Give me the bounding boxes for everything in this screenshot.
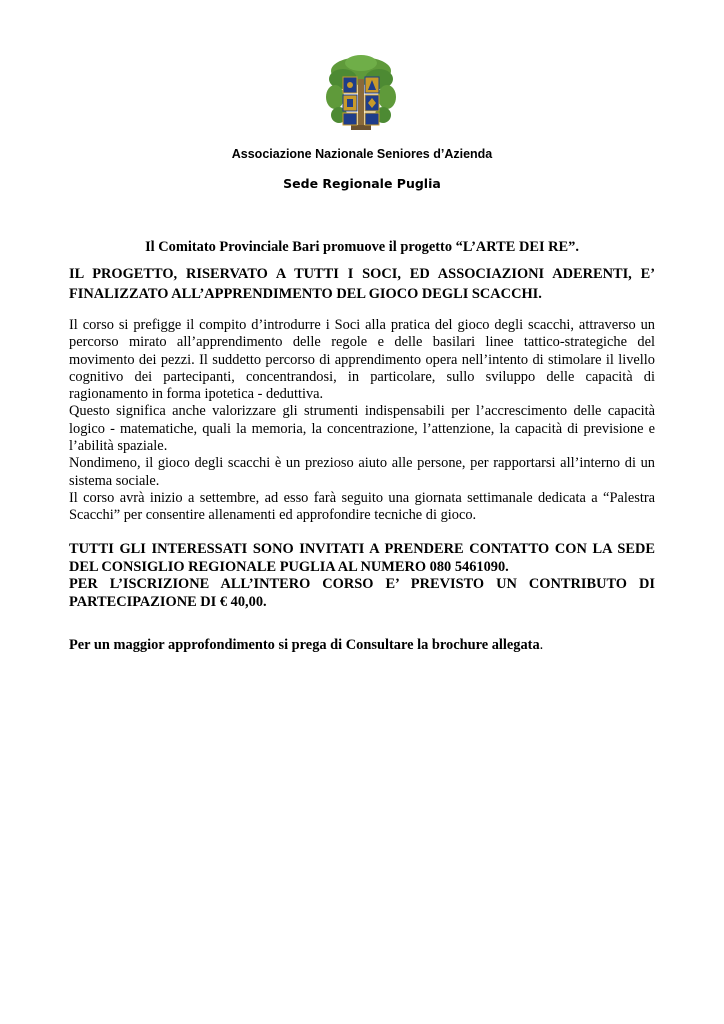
organization-name: Associazione Nazionale Seniores d’Azienda [231, 147, 493, 161]
brochure-note-text: Per un maggior approfondimento si prega di Consultare la brochure allegata [69, 637, 540, 653]
contact-notice [69, 541, 655, 611]
promotion-announcement: Il Comitato Provinciale Bari promuove il progetto “L’ARTE DEI RE”. [145, 239, 579, 255]
registration-fee: PER L’ISCRIZIONE ALL’INTERO CORSO E’ PREVISTO UN CONTRIBUTO DI PARTECIPAZIONE DI € 40,00. [69, 576, 655, 610]
contact-invitation: TUTTI GLI INTERESSATI SONO INVITATI A PRENDERE CONTATTO CON LA SEDE DEL CONSIGLIO REGIONALE PUGLIA AL NUMERO 080 5461090. [69, 541, 655, 575]
regional-office-title: Sede Regionale Puglia [283, 176, 441, 191]
description-paragraph: Il corso si prefigge il compito d’introdurre i Soci alla pratica del gioco degli scacchi, attraverso un percorso mirato all’apprendimento delle regole e delle basilari linee tattico-strategiche del movimento dei pezzi. Il suddetto percorso di apprendimento opera nell’intento di stimolare il livello cognitivo dei partecipanti, concentrandosi, in particolare, sullo sviluppo delle capacità di ragionamento in forma ipotetica - deduttiva. [69, 317, 655, 403]
headline-line-1: IL PROGETTO, RISERVATO A TUTTI I SOCI, ED ASSOCIAZIONI ADERENTI, E’ [69, 266, 655, 282]
project-headline [69, 264, 655, 304]
brochure-note [69, 637, 655, 654]
description-paragraph: Il corso avrà inizio a settembre, ad esso farà seguito una giornata settimanale dedicata a “Palestra Scacchi” per consentire allenamenti ed approfondire tecniche di gioco. [69, 489, 655, 524]
course-description [69, 317, 655, 525]
headline-line-2: FINALIZZATO ALL’APPRENDIMENTO DEL GIOCO DEGLI SCACCHI. [69, 286, 542, 302]
brochure-note-period: . [539, 637, 544, 653]
description-paragraph: Nondimeno, il gioco degli scacchi è un prezioso aiuto alle persone, per rapportarsi all’interno di un sistema sociale. [69, 455, 655, 489]
tree-emblem-icon [321, 53, 401, 133]
association-logo [321, 53, 401, 133]
description-paragraph: Questo significa anche valorizzare gli strumenti indispensabili per l’accrescimento delle capacità logico - matematiche, quali la memoria, la concentrazione, l’attenzione, la capacità di previsione e l’abilità spaziale. [69, 403, 655, 455]
